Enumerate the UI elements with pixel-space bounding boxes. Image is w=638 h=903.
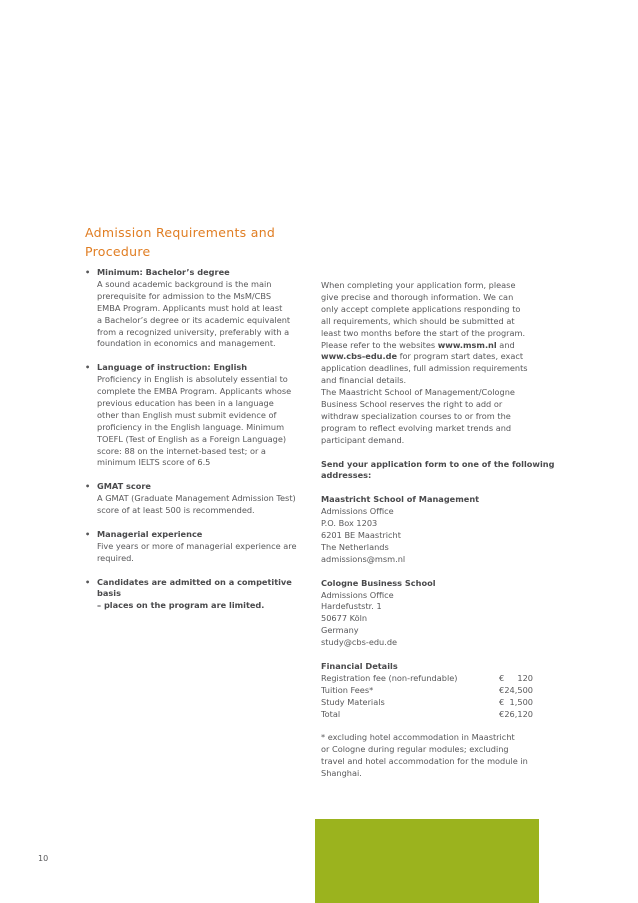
website-link-cbs[interactable]: www.cbs-edu.de <box>321 351 398 362</box>
footnote-line: * excluding hotel accommodation in Maastricht <box>321 732 515 743</box>
requirement-title: Language of instruction: English <box>97 362 248 373</box>
address-line: The Netherlands <box>321 541 389 552</box>
requirement-text-line: required. <box>97 552 134 563</box>
spacer <box>321 447 543 459</box>
fee-currency: € <box>499 708 505 719</box>
bullet-icon: • <box>85 267 91 277</box>
websites-and: and <box>496 339 515 350</box>
fee-row-total <box>321 709 543 721</box>
requirement-item-experience <box>85 529 315 565</box>
requirement-text-line: EMBA Program. Applicants must hold at least <box>97 302 283 313</box>
bullet-icon: • <box>85 528 91 539</box>
requirement-text-line: from a recognized university, preferably with a <box>97 326 290 337</box>
fee-label: Study Materials <box>321 696 385 707</box>
spacer <box>321 566 543 578</box>
requirement-text-line: proficiency in the English language. Minimum <box>97 421 285 432</box>
requirement-text-line: TOEFL (Test of English as a Foreign Language) <box>97 433 287 444</box>
bullet-icon: • <box>85 362 91 373</box>
application-column <box>321 280 555 780</box>
address-line: Admissions Office <box>321 506 394 517</box>
requirement-item-competitive <box>85 577 315 613</box>
application-text-line: program to reflect evolving market trends and <box>321 422 512 433</box>
address-line: Admissions Office <box>321 589 394 600</box>
bullet-icon: • <box>85 576 91 587</box>
requirement-text-line: minimum IELTS score of 6.5 <box>97 457 211 468</box>
address-line: 6201 BE Maastricht <box>321 530 401 540</box>
address-line: Hardefuststr. 1 <box>321 601 382 612</box>
fee-amount: 26,120 <box>504 708 533 719</box>
requirement-text-line: A GMAT (Graduate Management Admission Test) <box>97 493 296 504</box>
financial-title: Financial Details <box>321 660 398 671</box>
fee-label: Tuition Fees* <box>321 684 374 695</box>
requirement-title: Candidates are admitted on a competitive basis <box>97 576 292 599</box>
address-line: Germany <box>321 625 359 636</box>
fee-amount: 1,500 <box>509 696 533 707</box>
address-email-msm[interactable]: admissions@msm.nl <box>321 553 406 564</box>
requirement-text-line: previous education has been in a language <box>97 397 274 408</box>
address-line: 50677 Köln <box>321 613 368 624</box>
address-name-msm: Maastricht School of Management <box>321 494 480 505</box>
send-instruction: addresses: <box>321 470 372 481</box>
requirement-item-language <box>85 362 315 469</box>
fee-currency: € <box>499 696 505 707</box>
requirement-text-line: other than English must submit evidence of <box>97 409 277 420</box>
requirement-text-line: foundation in economics and management. <box>97 338 276 349</box>
address-line: P.O. Box 1203 <box>321 518 378 529</box>
footnote-line: or Cologne during regular modules; excluding <box>321 744 509 755</box>
application-text-line: only accept complete applications responding to <box>321 303 521 314</box>
section-heading-line-1: Admission Requirements and <box>85 225 276 240</box>
requirement-title: Managerial experience <box>97 528 203 539</box>
spacer <box>321 482 543 494</box>
application-text-line: give precise and thorough information. We can <box>321 291 514 302</box>
requirement-text-line: prerequisite for admission to the MsM/CBS <box>97 290 272 301</box>
application-text-line: least two months before the start of the program. <box>321 327 526 338</box>
fee-currency: € <box>499 672 505 683</box>
websites-line-2 <box>321 351 543 363</box>
fee-row-tuition <box>321 685 543 697</box>
application-text-line: application deadlines, full admission requirements <box>321 363 528 374</box>
requirements-list <box>85 267 315 624</box>
websites-suffix: for program start dates, exact <box>397 351 524 362</box>
application-text-line: all requirements, which should be submitted at <box>321 315 515 326</box>
websites-prefix: Please refer to the websites <box>321 339 438 350</box>
application-text-line: and financial details. <box>321 375 407 386</box>
fee-label: Registration fee (non-refundable) <box>321 672 458 683</box>
websites-line <box>321 340 543 352</box>
requirement-item-bachelor <box>85 267 315 350</box>
requirement-text-line: a Bachelor’s degree or its academic equivalent <box>97 314 291 325</box>
spacer <box>321 649 543 661</box>
page-number: 10 <box>38 854 49 863</box>
application-text-line: participant demand. <box>321 434 405 445</box>
fee-row-registration <box>321 673 543 685</box>
application-text-line: withdraw specialization courses to or from the <box>321 410 511 421</box>
application-text-line: When completing your application form, please <box>321 280 516 290</box>
fee-currency: € <box>499 684 505 695</box>
send-instruction: Send your application form to one of the following <box>321 458 555 469</box>
requirement-text-line: score of at least 500 is recommended. <box>97 505 255 516</box>
footnote-line: Shanghai. <box>321 768 362 779</box>
requirement-title: GMAT score <box>97 481 151 492</box>
requirement-text-line: – places on the program are limited. <box>97 600 265 611</box>
section-heading-line-2: Procedure <box>85 244 151 259</box>
section-heading <box>85 223 315 261</box>
website-link-msm[interactable]: www.msm.nl <box>437 339 497 350</box>
fee-row-materials <box>321 697 543 709</box>
application-text-line: Business School reserves the right to add or <box>321 399 503 410</box>
application-text-line: The Maastricht School of Management/Cologne <box>321 387 515 398</box>
requirement-title: Minimum: Bachelor’s degree <box>97 267 230 277</box>
requirement-text-line: score: 88 on the internet-based test; or a <box>97 445 266 456</box>
bullet-icon: • <box>85 481 91 492</box>
requirement-text-line: complete the EMBA Program. Applicants whose <box>97 386 292 397</box>
requirement-item-gmat <box>85 481 315 517</box>
spacer <box>321 720 543 732</box>
fee-amount: 120 <box>517 672 533 683</box>
requirement-text-line: Five years or more of managerial experience are <box>97 540 297 551</box>
requirement-text-line: A sound academic background is the main <box>97 278 272 289</box>
requirement-text-line: Proficiency in English is absolutely essential to <box>97 374 288 385</box>
decorative-green-block <box>315 819 539 903</box>
fee-label: Total <box>321 708 341 719</box>
fee-amount: 24,500 <box>504 684 533 695</box>
footnote-line: travel and hotel accommodation for the module in <box>321 756 528 767</box>
address-email-cbs[interactable]: study@cbs-edu.de <box>321 637 398 648</box>
address-name-cbs: Cologne Business School <box>321 577 436 588</box>
